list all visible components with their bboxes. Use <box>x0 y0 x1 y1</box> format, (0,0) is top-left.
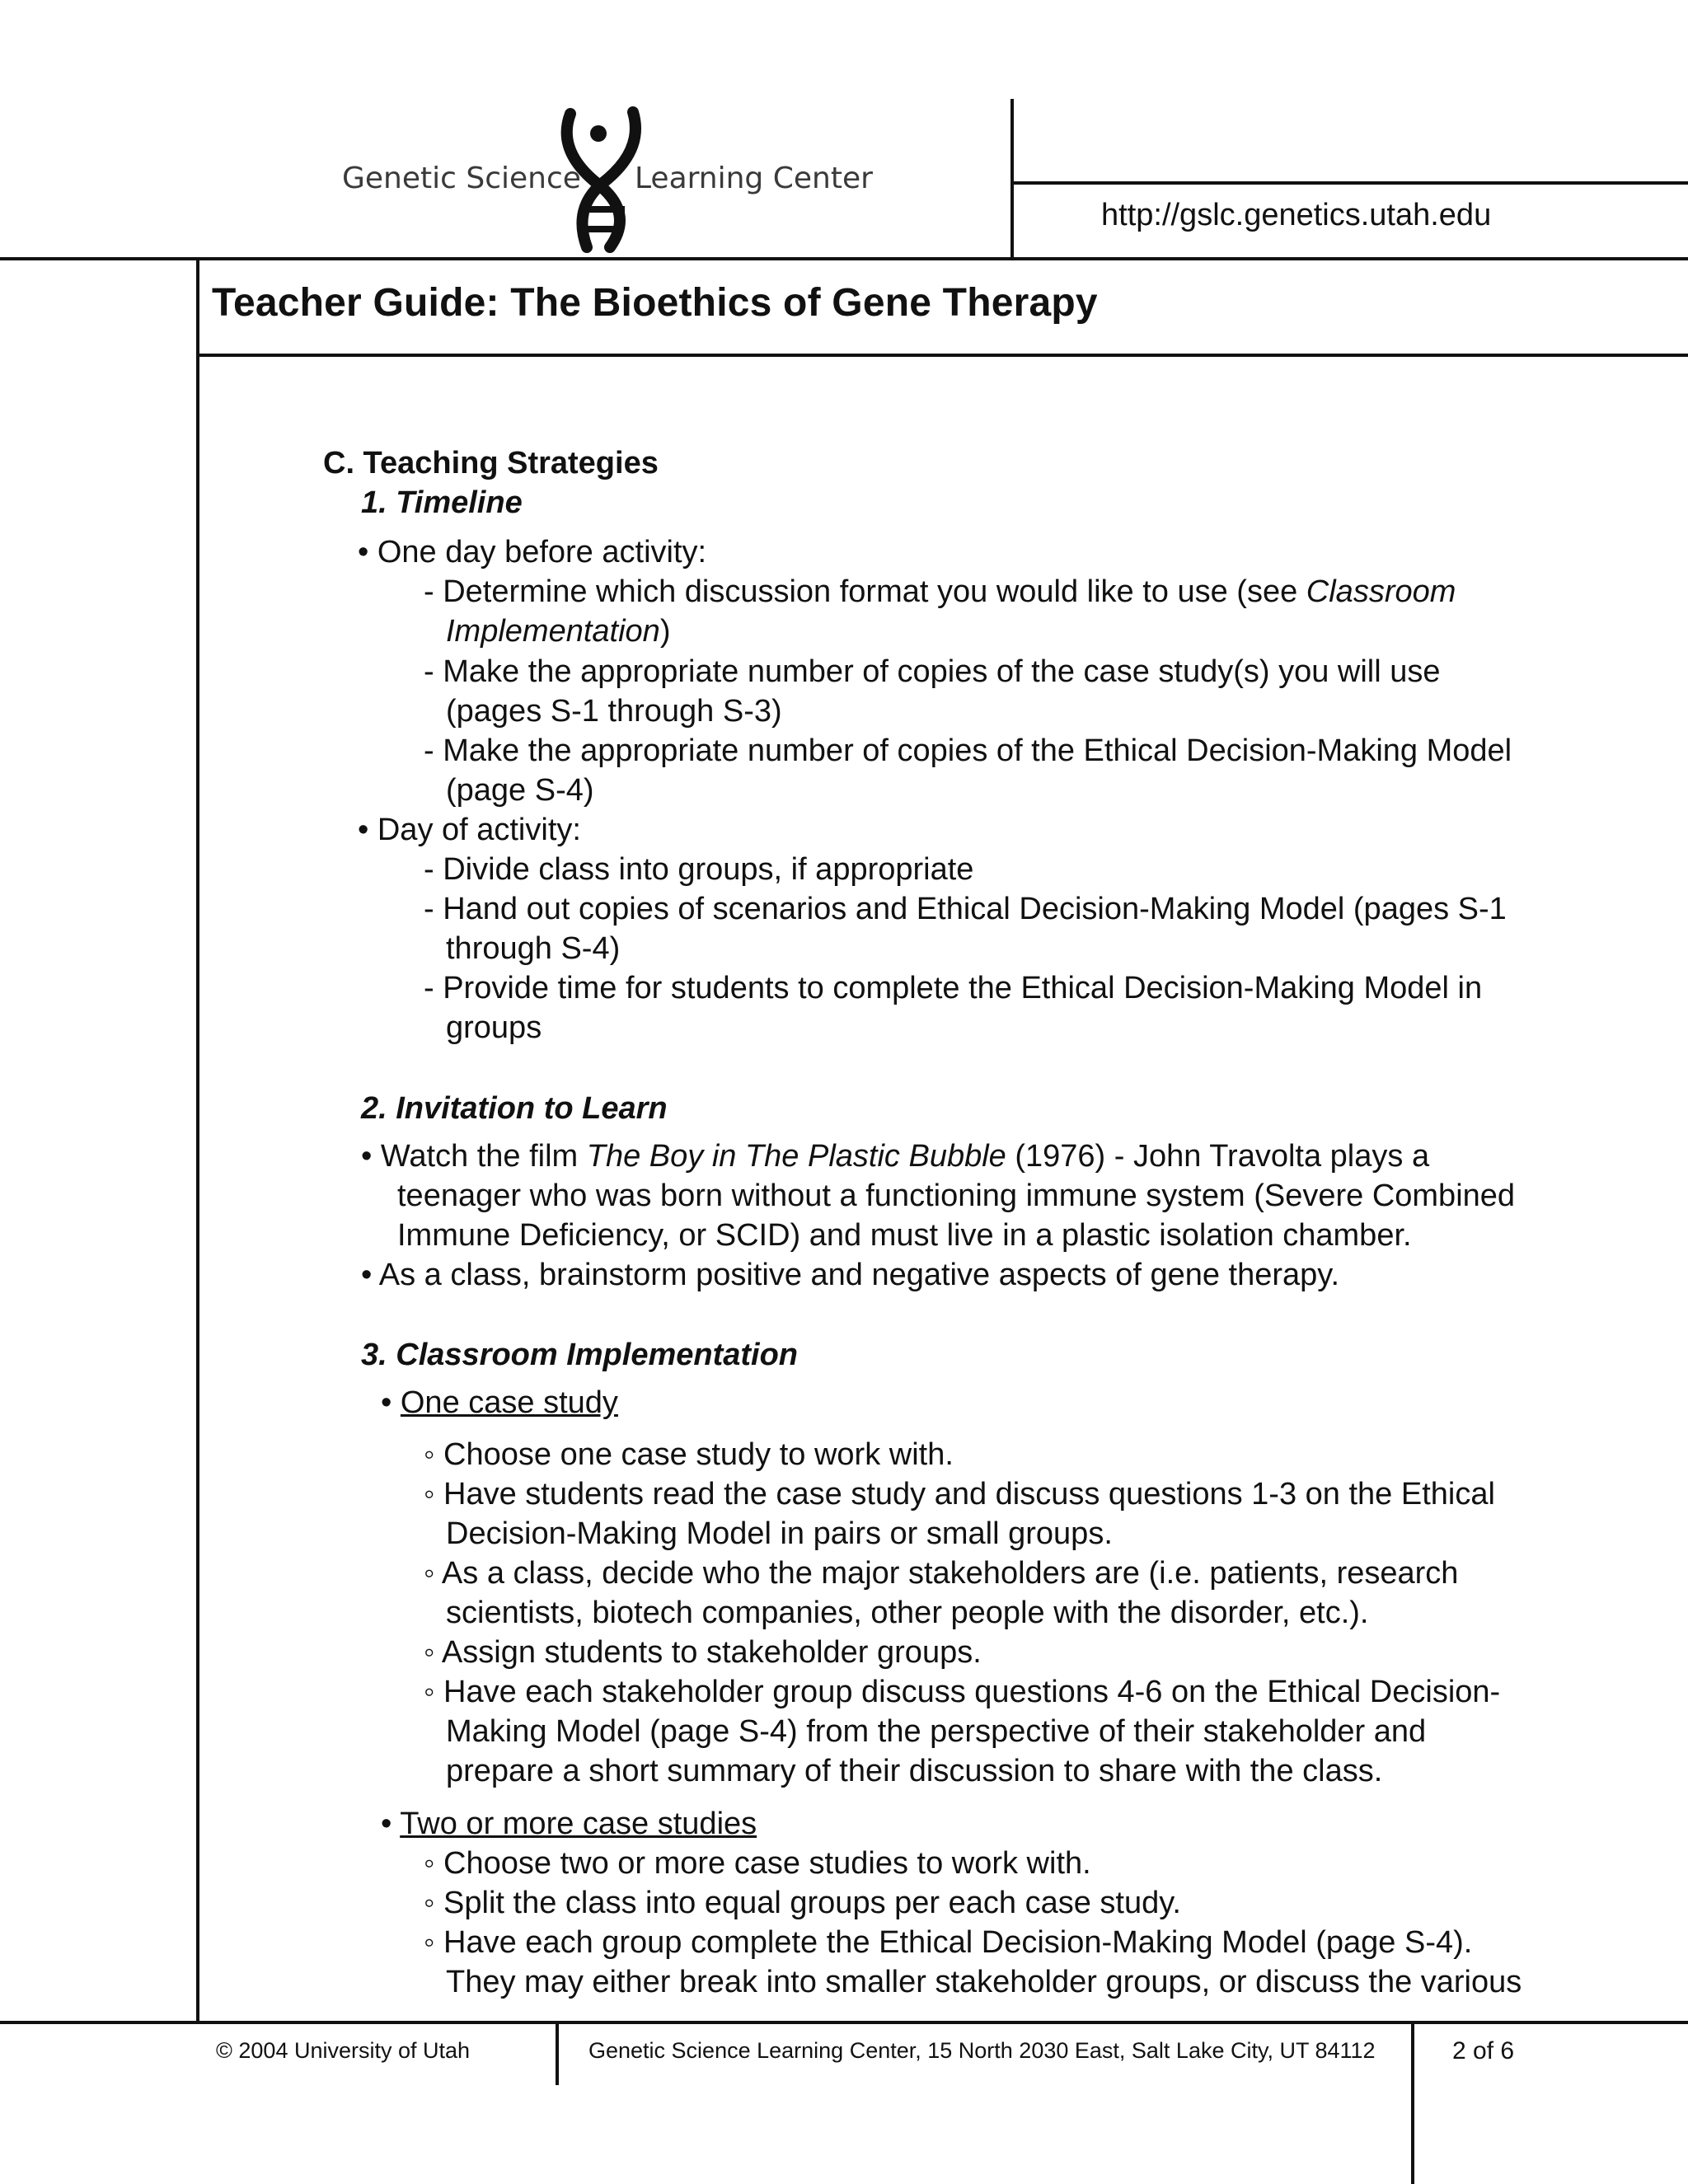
list-item-continuation: groups <box>446 1010 542 1045</box>
list-item: - Make the appropriate number of copies of the case study(s) you will use <box>424 654 1441 689</box>
list-item-continuation: Making Model (page S-4) from the perspective of their stakeholder and <box>446 1714 1427 1749</box>
list-item-continuation: prepare a short summary of their discussion to share with the class. <box>446 1754 1383 1788</box>
list-item: ◦ Have each stakeholder group discuss questions 4-6 on the Ethical Decision- <box>424 1675 1501 1709</box>
invitation-heading: 2. Invitation to Learn <box>361 1091 668 1126</box>
list-item: - Divide class into groups, if appropriate <box>424 852 974 887</box>
list-item: - Provide time for students to complete the Ethical Decision-Making Model in <box>424 971 1483 1005</box>
page-number: 2 of 6 <box>1452 2037 1515 2064</box>
list-item: - Make the appropriate number of copies of the Ethical Decision-Making Model <box>424 733 1512 768</box>
logo-text-left: Genetic Science <box>342 162 581 195</box>
footer-divider-1 <box>556 2021 559 2085</box>
list-item-continuation: Implementation) <box>446 614 671 649</box>
section-heading: C. Teaching Strategies <box>323 446 659 480</box>
list-item-continuation: (pages S-1 through S-3) <box>446 694 782 729</box>
subsection-label: • Two or more case studies <box>381 1807 757 1841</box>
url-box-rule <box>1010 181 1688 185</box>
footer-top-rule <box>0 2021 1688 2024</box>
list-item-continuation: Immune Deficiency, or SCID) and must live in a plastic isolation chamber. <box>397 1218 1412 1253</box>
subsection-label: • One case study <box>381 1385 618 1420</box>
list-item-continuation: teenager who was born without a functioning immune system (Severe Combined <box>397 1179 1516 1213</box>
list-item: - Determine which discussion format you would like to use (see Classroom <box>424 574 1456 609</box>
list-item: • As a class, brainstorm positive and negative aspects of gene therapy. <box>361 1258 1340 1292</box>
list-item-continuation: Decision-Making Model in pairs or small groups. <box>446 1516 1113 1551</box>
list-item-continuation: They may either break into smaller stakeholder groups, or discuss the various <box>446 1965 1522 1999</box>
page-title: Teacher Guide: The Bioethics of Gene Therapy <box>212 281 1098 325</box>
site-url: http://gslc.genetics.utah.edu <box>1101 198 1492 232</box>
list-item: ◦ Assign students to stakeholder groups. <box>424 1635 982 1670</box>
list-item-continuation: (page S-4) <box>446 773 594 808</box>
list-item-continuation: through S-4) <box>446 931 621 966</box>
list-item: ◦ Choose two or more case studies to work with. <box>424 1846 1091 1881</box>
timeline-heading: 1. Timeline <box>361 485 523 520</box>
list-item: • One day before activity: <box>358 535 707 569</box>
list-item: ◦ Choose one case study to work with. <box>424 1437 954 1472</box>
logo-text-right: Learning Center <box>635 162 873 195</box>
list-item: ◦ As a class, decide who the major stakeholders are (i.e. patients, research <box>424 1556 1459 1591</box>
list-item: - Hand out copies of scenarios and Ethical Decision-Making Model (pages S-1 <box>424 892 1507 926</box>
list-item: • Watch the film The Boy in The Plastic Bubble (1976) - John Travolta plays a <box>361 1139 1430 1174</box>
header-vertical-divider <box>1010 99 1014 259</box>
copyright-text: © 2004 University of Utah <box>216 2038 471 2063</box>
title-bottom-rule <box>196 354 1688 357</box>
implementation-heading: 3. Classroom Implementation <box>361 1338 799 1372</box>
header-bottom-rule <box>0 257 1688 260</box>
list-item-continuation: scientists, biotech companies, other people with the disorder, etc.). <box>446 1596 1369 1630</box>
list-item: ◦ Have each group complete the Ethical Decision-Making Model (page S-4). <box>424 1925 1473 1960</box>
list-item: ◦ Have students read the case study and discuss questions 1-3 on the Ethical <box>424 1477 1495 1511</box>
list-item: • Day of activity: <box>358 813 581 847</box>
footer-address: Genetic Science Learning Center, 15 North 2030 East, Salt Lake City, UT 84112 <box>588 2038 1376 2063</box>
left-margin-rule <box>196 257 199 2022</box>
footer-divider-2 <box>1411 2021 1414 2184</box>
list-item: ◦ Split the class into equal groups per each case study. <box>424 1886 1181 1920</box>
